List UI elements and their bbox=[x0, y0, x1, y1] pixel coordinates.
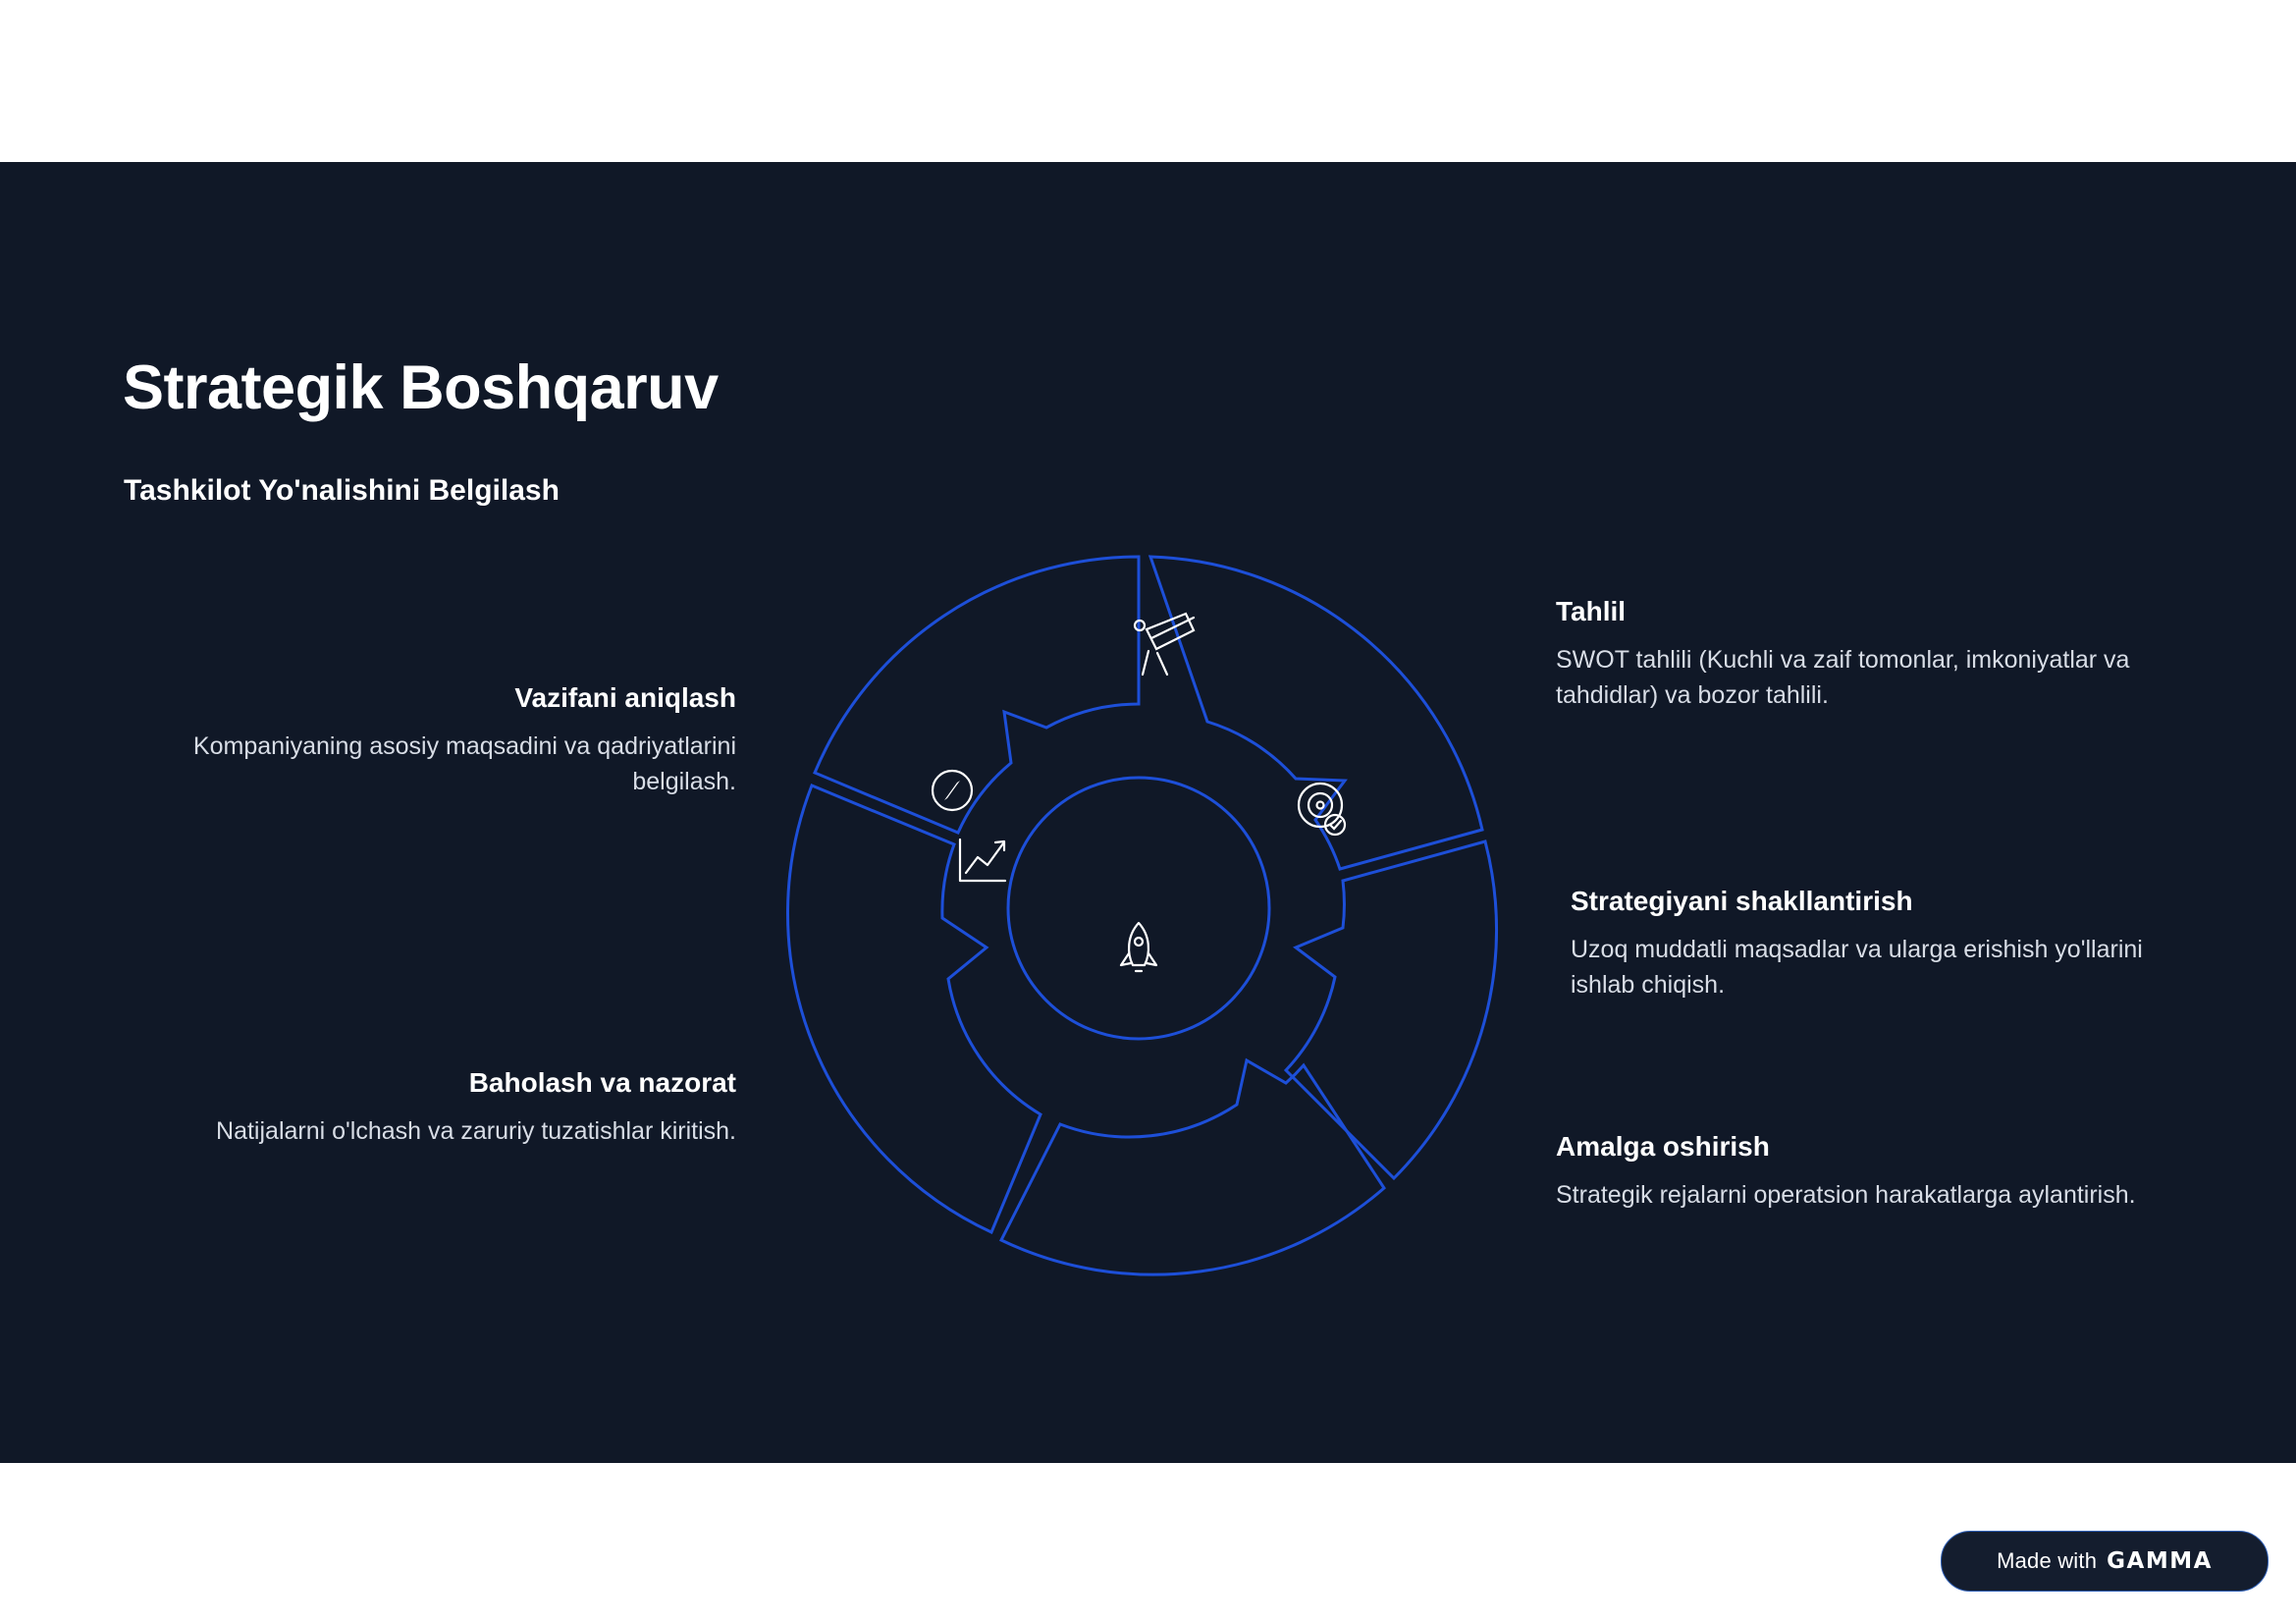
line-chart-icon bbox=[960, 839, 1005, 881]
rocket-icon bbox=[1121, 923, 1156, 971]
block-heading: Strategiyani shakllantirish bbox=[1571, 886, 1913, 916]
target-check-icon bbox=[1299, 784, 1345, 835]
block-body: Uzoq muddatli maqsadlar va ularga erishish yo'llarini ishlab chiqish. bbox=[1571, 936, 2143, 1000]
made-with-gamma-badge[interactable] bbox=[1941, 1531, 2269, 1592]
block-tahlil bbox=[1556, 594, 2184, 714]
block-body: SWOT tahlili (Kuchli va zaif tomonlar, imkoniyatlar va tahdidlar) va bozor tahlili. bbox=[1556, 646, 2130, 710]
presentation-slide bbox=[0, 162, 2296, 1574]
cycle-diagram bbox=[766, 535, 1512, 1281]
block-heading: Amalga oshirish bbox=[1556, 1131, 1770, 1162]
block-strategiyani-shakllantirish bbox=[1571, 884, 2199, 1003]
telescope-icon bbox=[1135, 614, 1194, 675]
block-heading: Vazifani aniqlash bbox=[514, 682, 736, 713]
block-vazifani-aniqlash bbox=[128, 680, 736, 800]
block-body: Natijalarni o'lchash va zaruriy tuzatishlar kiritish. bbox=[216, 1117, 736, 1145]
block-baholash-va-nazorat bbox=[128, 1065, 736, 1149]
badge-made-with-label: Made with bbox=[1997, 1548, 2098, 1573]
block-body: Strategik rejalarni operatsion harakatlarga aylantirish. bbox=[1556, 1181, 2136, 1209]
page-subtitle: Tashkilot Yo'nalishini Belgilash bbox=[124, 474, 560, 507]
badge-brand-label: GAMMA bbox=[2107, 1548, 2213, 1574]
block-amalga-oshirish bbox=[1556, 1129, 2184, 1213]
block-heading: Baholash va nazorat bbox=[468, 1067, 736, 1098]
compass-icon bbox=[933, 771, 972, 810]
block-body: Kompaniyaning asosiy maqsadini va qadriyatlarini belgilash. bbox=[192, 732, 736, 796]
block-heading: Tahlil bbox=[1556, 596, 1627, 626]
page-title: Strategik Boshqaruv bbox=[123, 353, 719, 422]
